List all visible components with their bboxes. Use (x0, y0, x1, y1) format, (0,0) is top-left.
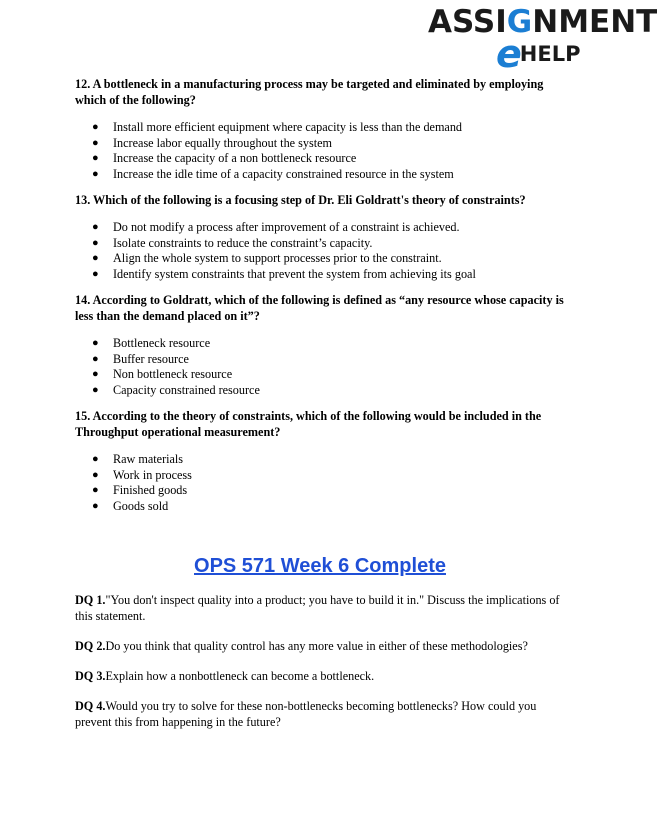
question-text: . According to Goldratt, which of the following is defined as “any resource whose capacity is less than the demand placed on it”? (75, 293, 564, 323)
bullet-icon: ● (92, 337, 99, 349)
question-text: . According to the theory of constraints, which of the following would be included in the Throughput operational measurement? (75, 409, 542, 439)
bullet-icon: ● (92, 368, 99, 380)
question-15 (75, 408, 565, 514)
section-heading-link[interactable]: OPS 571 Week 6 Complete (194, 555, 446, 577)
option-item: ● Increase the capacity of a non bottleneck resource (92, 151, 357, 165)
bullet-icon: ● (92, 152, 99, 164)
bullet-icon: ● (92, 252, 99, 264)
option-item: ● Work in process (92, 467, 192, 482)
bullet-icon: ● (92, 499, 99, 512)
question-12 (75, 76, 565, 182)
question-text: . Which of the following is a focusing step of Dr. Eli Goldratt's theory of constraints? (87, 193, 526, 207)
option-item: ● Non bottleneck resource (92, 367, 233, 381)
assignment-help-logo (428, 4, 657, 76)
option-list (75, 452, 565, 514)
question-number: 14 (75, 293, 88, 307)
bullet-icon: ● (92, 383, 99, 396)
option-item: ● Align the whole system to support processes prior to the constraint. (92, 251, 442, 265)
discussion-question-1 (75, 592, 565, 624)
option-item: ● Buffer resource (92, 351, 189, 366)
option-item: ● Isolate constraints to reduce the constraint’s capacity. (92, 235, 373, 250)
option-list (75, 220, 565, 282)
dq-text: Would you try to solve for these non-bottlenecks becoming bottlenecks? How could you prevent this from happening in the future? (75, 699, 537, 729)
dq-label: DQ 4. (75, 699, 106, 713)
option-item: ● Bottleneck resource (92, 336, 211, 350)
question-number: 12 (75, 77, 88, 91)
option-item: ● Identify system constraints that prevent the system from achieving its goal (92, 266, 476, 281)
bullet-icon: ● (92, 484, 99, 496)
option-item: ● Increase the idle time of a capacity constrained resource in the system (92, 166, 454, 181)
bullet-icon: ● (92, 121, 99, 133)
option-item: ● Finished goods (92, 483, 188, 497)
discussion-question-3 (75, 668, 565, 684)
dq-label: DQ 3. (75, 669, 106, 683)
bullet-icon: ● (92, 352, 99, 365)
dq-text: "You don't inspect quality into a product; you have to build it in." Discuss the implications of this statement. (75, 593, 560, 623)
question-14 (75, 292, 565, 398)
option-item: ● Raw materials (92, 452, 184, 466)
dq-label: DQ 1. (75, 593, 106, 607)
dq-text: Explain how a nonbottleneck can become a bottleneck. (105, 669, 375, 683)
question-number: 13 (75, 193, 88, 207)
option-item: ● Capacity constrained resource (92, 382, 260, 397)
option-list (75, 336, 565, 398)
bullet-icon: ● (92, 136, 99, 149)
bullet-icon: ● (92, 236, 99, 249)
option-item: ● Install more efficient equipment where capacity is less than the demand (92, 120, 463, 134)
dq-label: DQ 2. (75, 639, 106, 653)
option-item: ● Do not modify a process after improvement of a constraint is achieved. (92, 220, 460, 234)
bullet-icon: ● (92, 167, 99, 180)
discussion-question-2 (75, 638, 565, 654)
option-item: ● Increase labor equally throughout the system (92, 135, 332, 150)
bullet-icon: ● (92, 468, 99, 481)
discussion-question-4 (75, 698, 565, 730)
bullet-icon: ● (92, 267, 99, 280)
dq-text: Do you think that quality control has any more value in either of these methodologies? (105, 639, 528, 653)
bullet-icon: ● (92, 453, 99, 465)
option-list (75, 120, 565, 182)
question-number: 15 (75, 409, 88, 423)
bullet-icon: ● (92, 221, 99, 233)
document-content (75, 76, 565, 744)
question-13 (75, 192, 565, 282)
logo-help-row: eHELP (496, 32, 581, 76)
option-item: ● Goods sold (92, 498, 169, 513)
logo-wordmark: ASSIGNMENT (428, 4, 657, 40)
question-text: . A bottleneck in a manufacturing process may be targeted and eliminated by employing which of the following? (75, 77, 544, 107)
